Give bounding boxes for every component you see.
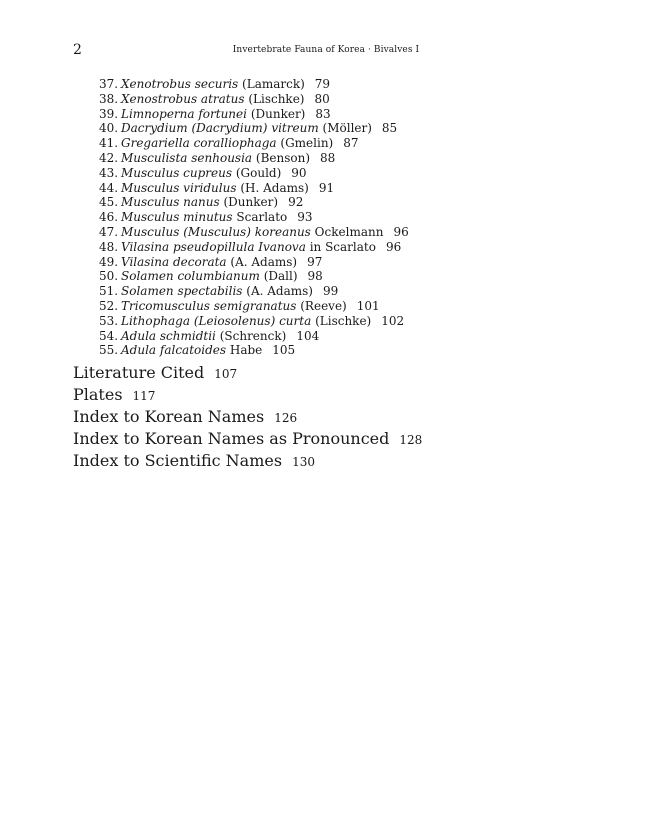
species-genus: Lithophaga bbox=[121, 313, 190, 328]
species-author: (Lischke) bbox=[315, 313, 372, 328]
species-entry bbox=[99, 255, 409, 270]
section-entry bbox=[73, 450, 422, 472]
species-entry bbox=[99, 329, 409, 344]
entry-number: 39. bbox=[99, 106, 119, 121]
species-page: 98 bbox=[307, 269, 323, 284]
species-subgenus: (Leiosolenus) bbox=[193, 313, 276, 328]
species-toc-list bbox=[99, 77, 409, 358]
species-genus: Musculista senhousia bbox=[121, 150, 253, 165]
species-entry bbox=[99, 343, 409, 358]
section-page: 107 bbox=[214, 367, 238, 381]
species-page: 85 bbox=[381, 121, 398, 136]
species-entry bbox=[99, 136, 409, 151]
species-entry bbox=[99, 151, 409, 166]
species-entry bbox=[99, 181, 409, 196]
species-author: (Möller) bbox=[322, 121, 372, 136]
species-entry bbox=[99, 107, 409, 122]
section-title: Index to Scientific Names bbox=[73, 451, 283, 470]
page-number: 2 bbox=[73, 42, 82, 58]
entry-number: 47. bbox=[99, 224, 119, 239]
section-title: Plates bbox=[73, 385, 123, 404]
species-page: 105 bbox=[272, 343, 296, 358]
species-page: 91 bbox=[318, 180, 335, 195]
species-page: 102 bbox=[381, 313, 405, 328]
species-genus: Vilasina pseudopillula Ivanova bbox=[121, 239, 306, 254]
species-entry bbox=[99, 269, 409, 284]
section-title: Index to Korean Names bbox=[73, 407, 265, 426]
species-page: 88 bbox=[320, 150, 336, 165]
species-page: 97 bbox=[307, 254, 323, 269]
species-genus: Dacrydium bbox=[121, 121, 188, 136]
entry-number: 38. bbox=[99, 91, 119, 106]
species-page: 79 bbox=[314, 77, 331, 91]
species-page: 99 bbox=[322, 284, 339, 299]
entry-number: 50. bbox=[99, 269, 119, 284]
entry-number: 45. bbox=[99, 195, 119, 210]
species-author: (Dunker) bbox=[223, 195, 279, 210]
species-entry bbox=[99, 121, 409, 136]
species-page: 96 bbox=[385, 239, 402, 254]
species-genus: Tricomusculus semigranatus bbox=[121, 298, 297, 313]
species-subgenus: (Dacrydium) bbox=[191, 121, 268, 136]
species-epithet: curta bbox=[279, 313, 312, 328]
species-genus: Musculus minutus bbox=[121, 210, 233, 225]
species-entry bbox=[99, 210, 409, 225]
species-epithet: vitreum bbox=[271, 121, 319, 136]
species-author: (Lamarck) bbox=[242, 77, 305, 91]
section-entry bbox=[73, 384, 422, 406]
species-page: 90 bbox=[291, 165, 307, 180]
species-genus: Musculus cupreus bbox=[121, 165, 233, 180]
entry-number: 52. bbox=[99, 298, 119, 313]
entry-number: 51. bbox=[99, 284, 119, 299]
running-head: Invertebrate Fauna of Korea · Bivalves I bbox=[232, 45, 420, 55]
species-author: (Lischke) bbox=[248, 91, 305, 106]
species-entry bbox=[99, 195, 409, 210]
species-author: (Gould) bbox=[235, 165, 282, 180]
species-genus: Solamen columbianum bbox=[121, 269, 260, 284]
species-page: 104 bbox=[296, 328, 320, 343]
entry-number: 55. bbox=[99, 343, 119, 358]
entry-number: 46. bbox=[99, 210, 119, 225]
entry-number: 44. bbox=[99, 180, 119, 195]
species-page: 92 bbox=[288, 195, 304, 210]
section-entry bbox=[73, 362, 422, 384]
species-author: Ockelmann bbox=[314, 224, 384, 239]
species-author: (Gmelin) bbox=[280, 136, 334, 151]
species-author: (H. Adams) bbox=[240, 180, 309, 195]
species-entry bbox=[99, 92, 409, 107]
entry-number: 53. bbox=[99, 313, 119, 328]
species-author: (A. Adams) bbox=[246, 284, 313, 299]
species-entry bbox=[99, 77, 409, 92]
species-genus: Vilasina decorata bbox=[121, 254, 227, 269]
species-author: (Benson) bbox=[255, 150, 311, 165]
entry-number: 42. bbox=[99, 150, 119, 165]
species-author: Habe bbox=[229, 343, 263, 358]
species-genus: Musculus bbox=[121, 224, 180, 239]
species-genus: Gregariella coralliophaga bbox=[121, 136, 277, 151]
section-entry bbox=[73, 406, 422, 428]
species-author: in Scarlato bbox=[309, 239, 376, 254]
section-page: 117 bbox=[132, 389, 156, 403]
entry-number: 48. bbox=[99, 239, 119, 254]
species-author: (Dunker) bbox=[250, 106, 306, 121]
section-entry bbox=[73, 428, 422, 450]
species-author: (Dall) bbox=[263, 269, 298, 284]
species-entry bbox=[99, 225, 409, 240]
species-entry bbox=[99, 284, 409, 299]
species-genus: Solamen spectabilis bbox=[121, 284, 243, 299]
species-genus: Adula schmidtii bbox=[121, 328, 216, 343]
species-genus: Xenotrobus securis bbox=[121, 77, 239, 91]
species-entry bbox=[99, 299, 409, 314]
entry-number: 43. bbox=[99, 165, 119, 180]
section-page: 128 bbox=[399, 433, 423, 447]
species-page: 93 bbox=[297, 210, 313, 225]
species-author: (Schrenck) bbox=[219, 328, 287, 343]
entry-number: 41. bbox=[99, 136, 119, 151]
section-title: Literature Cited bbox=[73, 363, 205, 382]
species-genus: Musculus viridulus bbox=[121, 180, 237, 195]
species-genus: Limnoperna fortunei bbox=[121, 106, 247, 121]
species-author: (Reeve) bbox=[300, 298, 347, 313]
species-author: Scarlato bbox=[236, 210, 288, 225]
species-genus: Musculus nanus bbox=[121, 195, 220, 210]
entry-number: 40. bbox=[99, 121, 119, 136]
section-page: 126 bbox=[274, 411, 298, 425]
species-entry bbox=[99, 240, 409, 255]
species-page: 83 bbox=[315, 106, 331, 121]
entry-number: 49. bbox=[99, 254, 119, 269]
species-entry bbox=[99, 314, 409, 329]
entry-number: 54. bbox=[99, 328, 119, 343]
species-epithet: koreanus bbox=[254, 224, 311, 239]
species-genus: Adula falcatoides bbox=[121, 343, 227, 358]
species-author: (A. Adams) bbox=[230, 254, 298, 269]
species-page: 80 bbox=[314, 91, 330, 106]
species-page: 101 bbox=[356, 298, 380, 313]
species-page: 96 bbox=[393, 224, 409, 239]
section-toc-list bbox=[73, 362, 422, 472]
species-page: 87 bbox=[343, 136, 359, 151]
species-entry bbox=[99, 166, 409, 181]
species-subgenus: (Musculus) bbox=[183, 224, 251, 239]
section-title: Index to Korean Names as Pronounced bbox=[73, 429, 390, 448]
entry-number: 37. bbox=[99, 77, 119, 91]
species-genus: Xenostrobus atratus bbox=[121, 91, 245, 106]
section-page: 130 bbox=[292, 455, 315, 469]
